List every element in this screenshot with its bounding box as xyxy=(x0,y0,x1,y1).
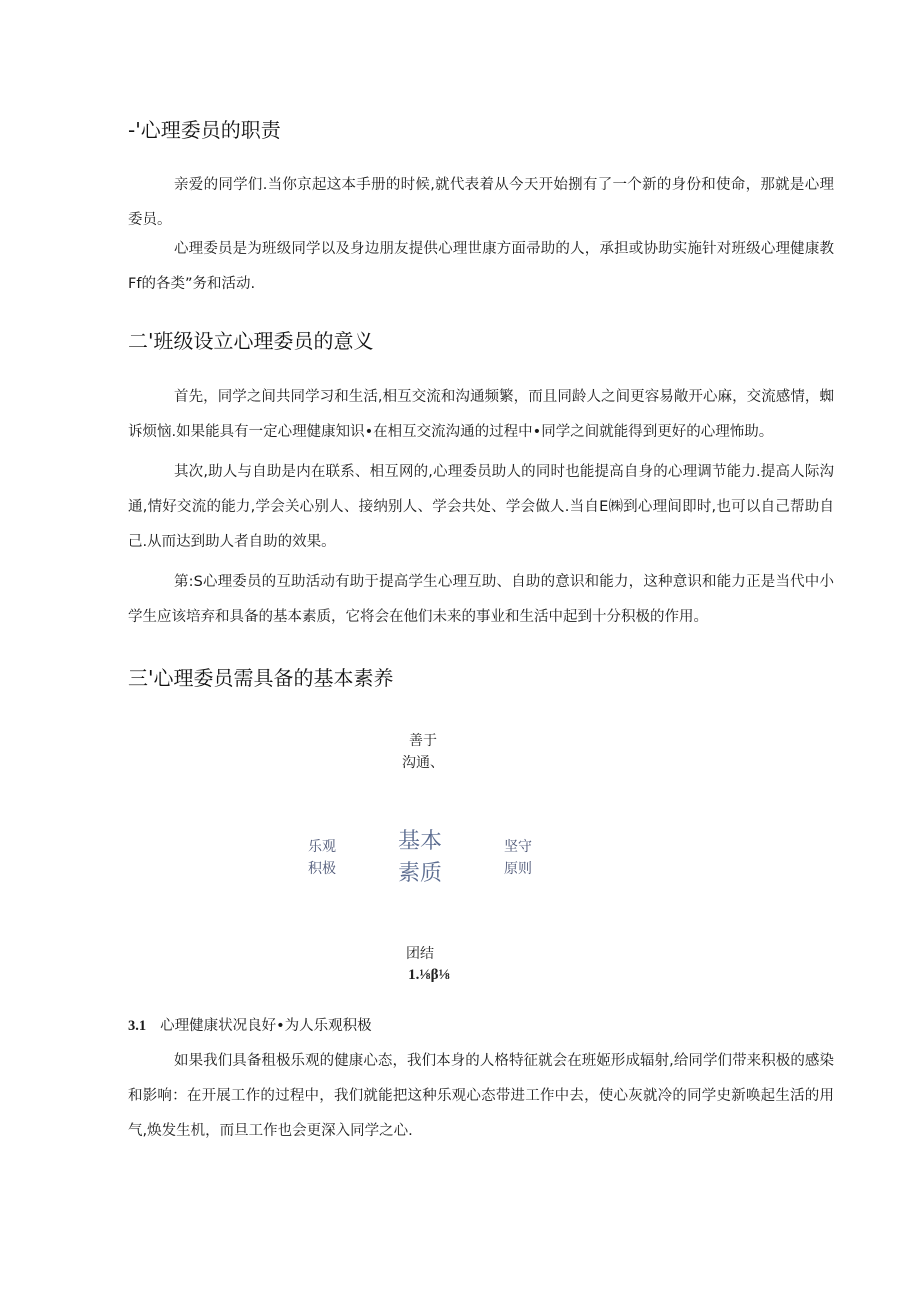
diagram-node-communication: 善于 沟通、 xyxy=(402,733,444,771)
diagram-node-optimistic: 乐观 积极 xyxy=(308,839,336,877)
diagram-node-basic-quality: 基本 素质 xyxy=(397,829,442,886)
section1-paragraph-2: 心理委员是为班级同学以及身边朋友提供心理世康方面帚助的人，承担或协助实施针对班级心理健康教Ff的各类”务和活动. xyxy=(128,241,834,292)
section3-heading: 三'心理委员需具备的基本素养 xyxy=(128,666,394,690)
subsection-number: 3.1 xyxy=(128,1018,147,1034)
section2-paragraph-3: 第:S心理委员的互助活动有助于提高学生心理互助、自助的意识和能力，这种意识和能力正是当代中小学生应该培弃和具备的基本素质，它将会在他们未来的事业和生活中起到十分积极的作用。 xyxy=(128,574,834,625)
section2-paragraph-2: 其次,助人与自助是内在联系、相互网的,心理委员助人的同时也能提高自身的心理调节能力.提高人际沟通,情好交流的能力,学会关心别人、接纳别人、学会共处、学会做人.当自E㈱到心理间即时,也可以自己帮助自己.从而达到助人者自助的效果。 xyxy=(128,464,834,550)
section1-paragraph-1: 亲爱的同学们.当你京起这本手册的时候,就代表着从今天开始捌有了一个新的身份和使命，那就是心理委员。 xyxy=(128,177,834,228)
subsection-title: 心理健康状况良好•为人乐观积极 xyxy=(160,1018,372,1034)
section2-paragraph-1: 首先，同学之间共同学习和生活,相互交流和沟通频繁，而且同龄人之间更容易敞开心麻，交流感情，蜘诉烦恼.如果能具有一定心理健康知识•在相互交流沟通的过程中•同学之间就能得到更好的心理怖助。 xyxy=(128,389,834,440)
section2-heading: 二'班级设立心理委员的意义 xyxy=(128,329,374,353)
diagram-node-unity: 团结 xyxy=(406,946,434,962)
section1-heading: -'心理委员的职责 xyxy=(128,118,281,142)
diagram-node-caption: 1.⅛β⅛ xyxy=(408,967,450,983)
section3-paragraph-1: 如果我们具备租极乐观的健康心态，我们本身的人格特征就会在班姬形成辐射,给同学们带来积极的感染和影响：在开展工作的过程中，我们就能把这种乐观心态带进工作中去，使心灰就冷的同学史新唤起生活的用气,焕发生机，而旦工作也会更深入同学之心. xyxy=(128,1053,834,1139)
subsection-heading xyxy=(128,1016,372,1036)
diagram-node-principle: 坚守 原则 xyxy=(504,839,532,877)
